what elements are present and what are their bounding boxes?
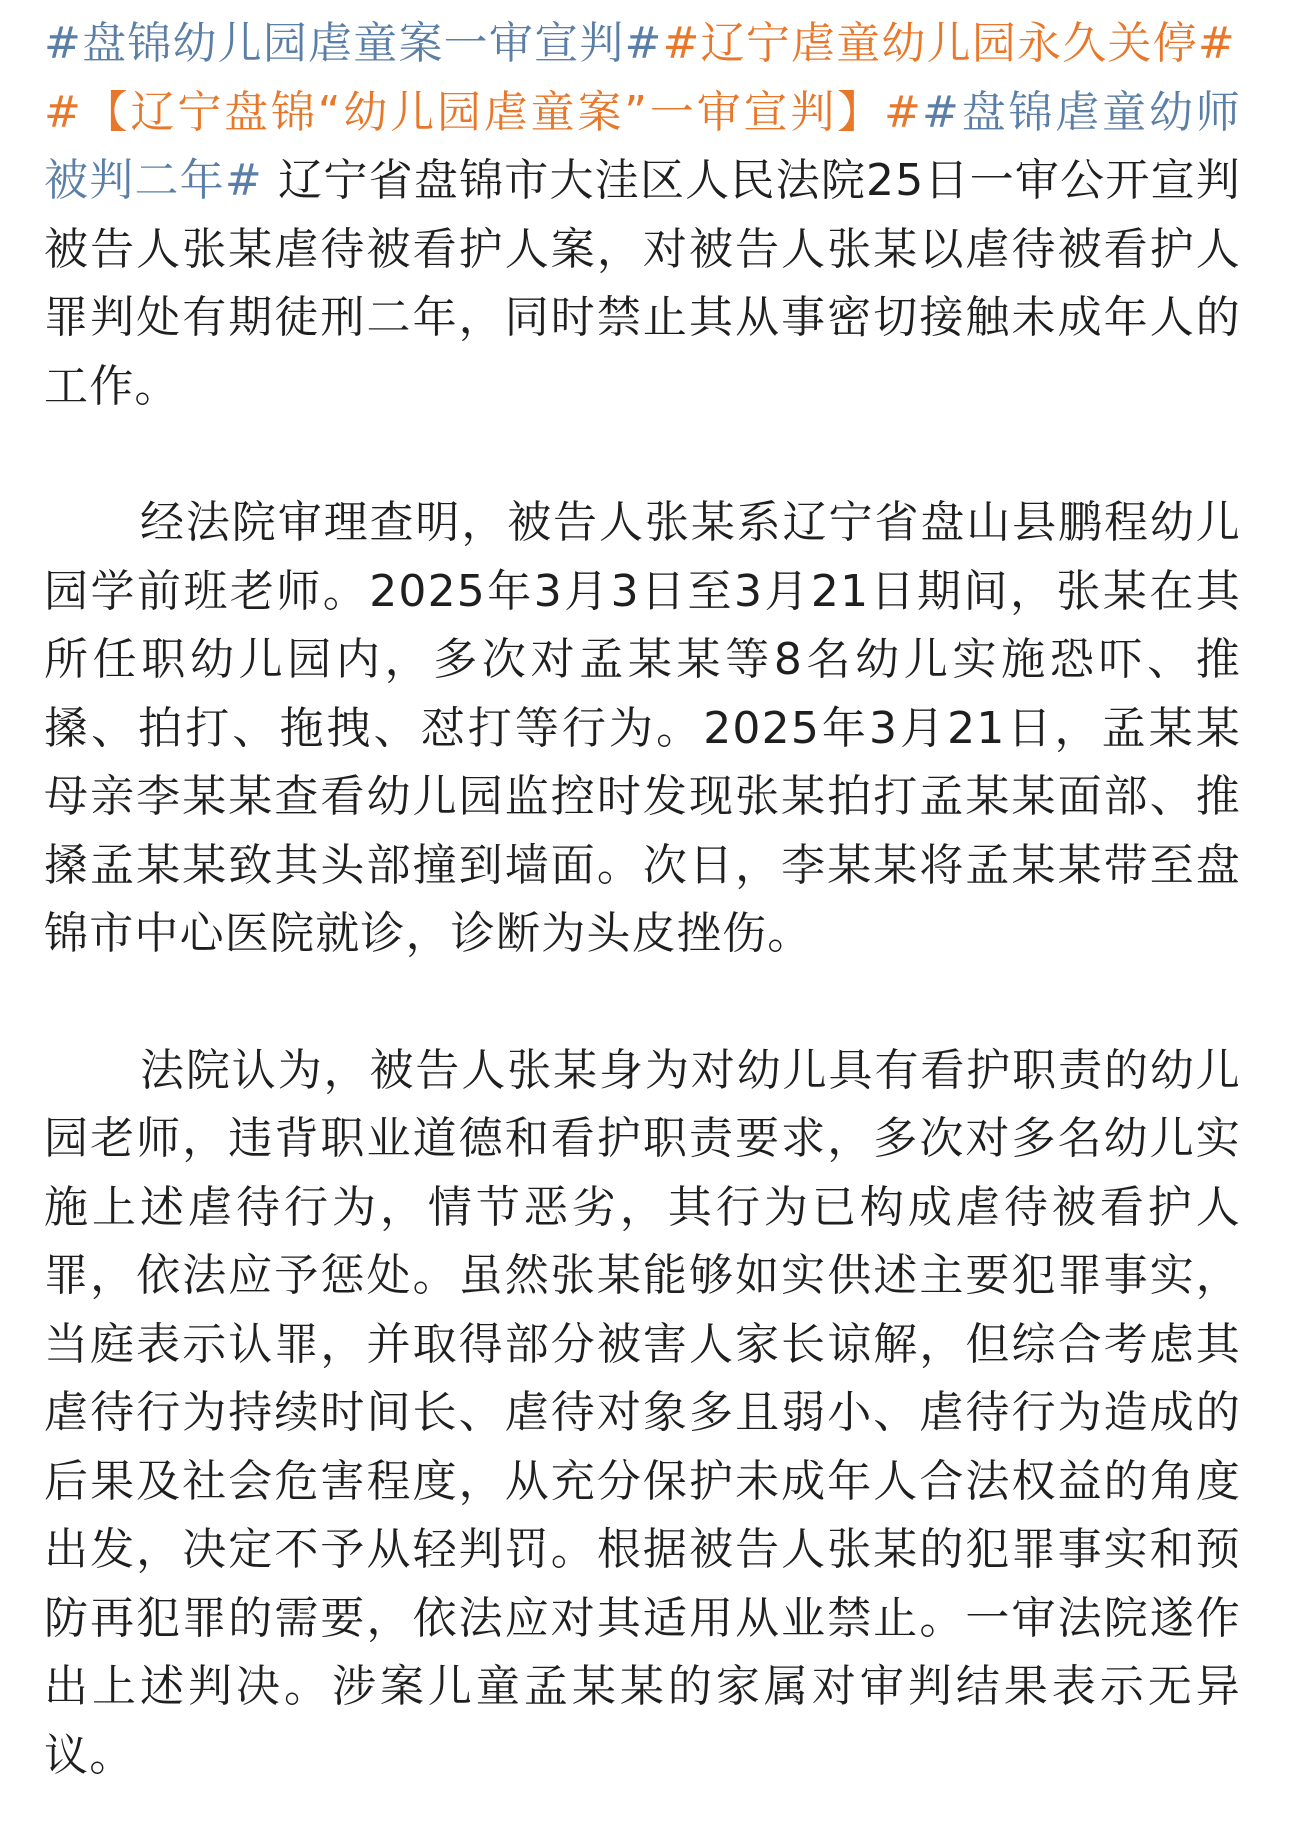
topic-link[interactable]: #辽宁虐童幼儿园永久关停# (662, 18, 1236, 69)
post-lead (44, 10, 1241, 421)
paragraph-findings: 经法院审理查明，被告人张某系辽宁省盘山县鹏程幼儿园学前班老师。2025年3月3日至3月21日期间，张某在其所任职幼儿园内，多次对孟某某等8名幼儿实施恐吓、推搡、拍打、拖拽、怼打等行为。2025年3月21日，孟某某母亲李某某查看幼儿园监控时发现张某拍打孟某某面部、推搡孟某某致其头部撞到墙面。次日，李某某将孟某某带至盘锦市中心医院就诊，诊断为头皮挫伤。 (44, 497, 1241, 959)
lead-text: 辽宁省盘锦市大洼区人民法院25日一审公开宣判被告人张某虐待被看护人案，对被告人张某以虐待被看护人罪判处有期徒刑二年，同时禁止其从事密切接触未成年人的工作。 (44, 155, 1242, 412)
topic-link[interactable]: #盘锦幼儿园虐童案一审宣判# (44, 18, 663, 69)
paragraph-court-opinion: 法院认为，被告人张某身为对幼儿具有看护职责的幼儿园老师，违背职业道德和看护职责要求，多次对多名幼儿实施上述虐待行为，情节恶劣，其行为已构成虐待被看护人罪，依法应予惩处。虽然张某能够如实供述主要犯罪事实，当庭表示认罪，并取得部分被害人家长谅解，但综合考虑其虐待行为持续时间长、虐待对象多且弱小、虐待行为造成的后果及社会危害程度，从充分保护未成年人合法权益的角度出发，决定不予从轻判罚。根据被告人张某的犯罪事实和预防再犯罪的需要，依法应对其适用从业禁止。一审法院遂作出上述判决。涉案儿童孟某某的家属对审判结果表示无异议。 (44, 1044, 1241, 1781)
topic-link[interactable]: #【辽宁盘锦“幼儿园虐童案”一审宣判】# (44, 86, 923, 138)
topic-link[interactable]: #盘锦虐童幼师被判二年# (44, 86, 1241, 206)
